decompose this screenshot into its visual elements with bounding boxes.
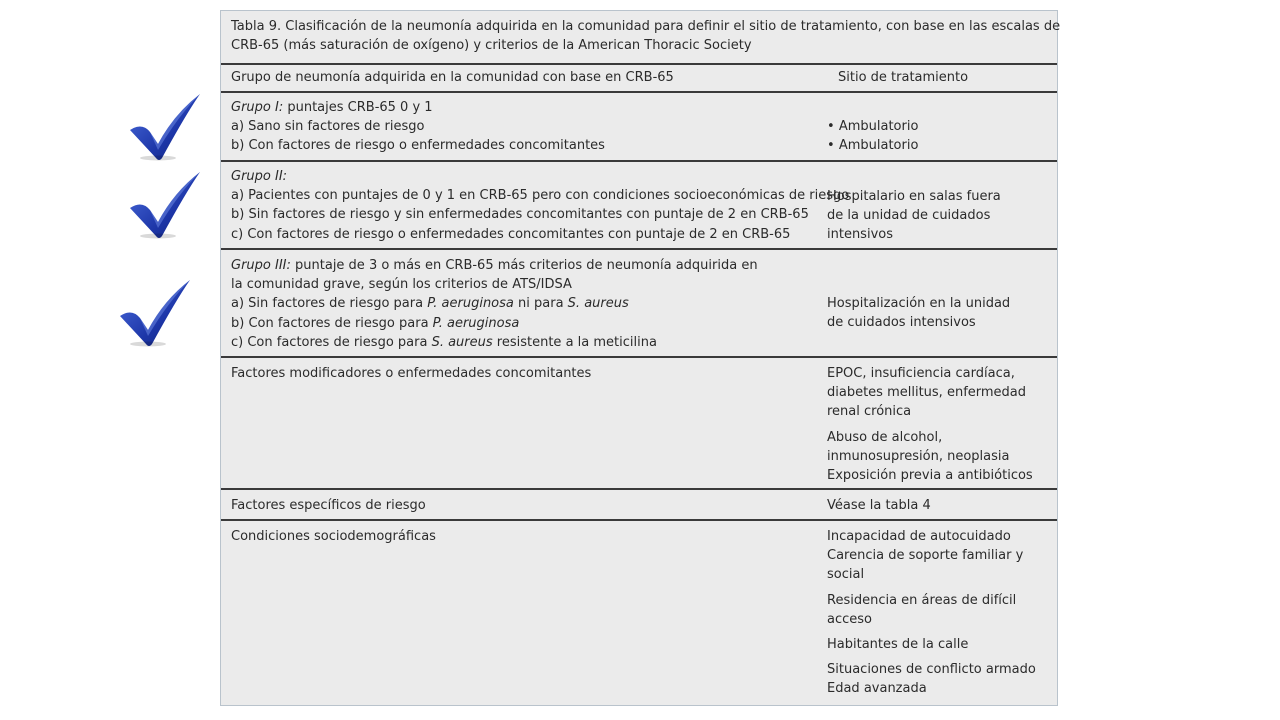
group-2-site-line-1: Hospitalario en salas fuera (827, 189, 1001, 204)
sociodemo-label: Condiciones sociodemográficas (231, 529, 436, 544)
group-3-criteria (231, 256, 758, 352)
header-group: Grupo de neumonía adquirida en la comunidad con base en CRB-65 (231, 70, 674, 85)
sociodemo-line: Edad avanzada (827, 681, 927, 697)
sociodemo-list (827, 527, 1036, 699)
group-3-site-line-1: Hospitalización en la unidad (827, 296, 1011, 311)
group-2-site-line-2: de la unidad de cuidados (827, 208, 991, 224)
group-1-site (827, 117, 918, 155)
group-3-title-rest: puntaje de 3 o más en CRB-65 más criterios de neumonía adquirida en (290, 258, 758, 273)
sociodemo-line: Residencia en áreas de difícil (827, 592, 1017, 608)
modifiers-line: inmunosupresión, neoplasia (827, 448, 1010, 464)
group-3-title-line-2: la comunidad grave, según los criterios de ATS/IDSA (231, 277, 572, 293)
rule-divider (221, 160, 1057, 162)
modifiers-line: renal crónica (827, 404, 912, 420)
specific-risk-label: Factores específicos de riesgo (231, 498, 426, 513)
table-title (231, 17, 1060, 55)
modifiers-line: Abuso de alcohol, (827, 429, 943, 445)
group-3-item-c: c) Con factores de riesgo para S. aureus resistente a la meticilina (231, 334, 657, 350)
modifiers-line: Exposición previa a antibióticos (827, 467, 1033, 483)
table-title-line-2: CRB-65 (más saturación de oxígeno) y criterios de la American Thoracic Society (231, 38, 752, 54)
checkmark-icon (118, 278, 200, 348)
checkmark-icon (128, 170, 210, 240)
specific-risk-reference: Véase la tabla 4 (827, 498, 931, 513)
modifiers-label: Factores modificadores o enfermedades concomitantes (231, 366, 592, 381)
rule-divider (221, 63, 1057, 65)
checkmark-icon (128, 92, 210, 162)
group-2-criteria (231, 167, 849, 244)
group-2-title: Grupo II: (231, 169, 288, 184)
rule-divider (221, 248, 1057, 250)
group-1-title: Grupo I: (231, 100, 284, 115)
group-3-item-b: b) Con factores de riesgo para P. aeruginosa (231, 315, 520, 331)
rule-divider (221, 91, 1057, 93)
group-2-site-line-3: intensivos (827, 227, 893, 243)
header-site: Sitio de tratamiento (838, 70, 969, 85)
group-1-item-b: b) Con factores de riesgo o enfermedades concomitantes (231, 138, 605, 154)
sociodemo-line: Habitantes de la calle (827, 636, 969, 652)
group-2-item-a: a) Pacientes con puntajes de 0 y 1 en CRB-65 pero con condiciones socioeconómicas de riesgo (231, 188, 850, 204)
group-3-title: Grupo III: (231, 258, 291, 273)
group-1-site-b: • Ambulatorio (827, 136, 918, 155)
sociodemo-line: social (827, 567, 865, 583)
classification-table (220, 10, 1061, 706)
sociodemo-line: acceso (827, 611, 872, 627)
rule-divider (221, 519, 1057, 521)
modifiers-line: EPOC, insuficiencia cardíaca, (827, 366, 1015, 381)
group-3-site (827, 294, 1010, 332)
group-2-item-c: c) Con factores de riesgo o enfermedades concomitantes con puntaje de 2 en CRB-65 (231, 226, 791, 242)
sociodemo-line: Situaciones de conflicto armado (827, 662, 1036, 678)
table-title-line-1: Tabla 9. Clasificación de la neumonía adquirida en la comunidad para definir el sitio de tratamiento, con base en las escalas de (231, 19, 1061, 34)
group-1-site-a: • Ambulatorio (827, 117, 918, 136)
group-1-title-rest: puntajes CRB-65 0 y 1 (283, 100, 433, 115)
sociodemo-line: Incapacidad de autocuidado (827, 529, 1011, 544)
modifiers-line: diabetes mellitus, enfermedad (827, 385, 1027, 401)
group-2-site (827, 187, 1001, 245)
modifiers-list (827, 364, 1033, 485)
rule-divider (221, 488, 1057, 490)
group-1-criteria (231, 98, 605, 156)
sociodemo-line: Carencia de soporte familiar y (827, 548, 1024, 564)
group-1-item-a: a) Sano sin factores de riesgo (231, 119, 425, 135)
group-3-site-line-2: de cuidados intensivos (827, 315, 976, 331)
group-2-item-b: b) Sin factores de riesgo y sin enfermedades concomitantes con puntaje de 2 en CRB-65 (231, 207, 809, 223)
group-3-item-a: a) Sin factores de riesgo para P. aeruginosa ni para S. aureus (231, 296, 629, 312)
rule-divider (221, 356, 1057, 358)
